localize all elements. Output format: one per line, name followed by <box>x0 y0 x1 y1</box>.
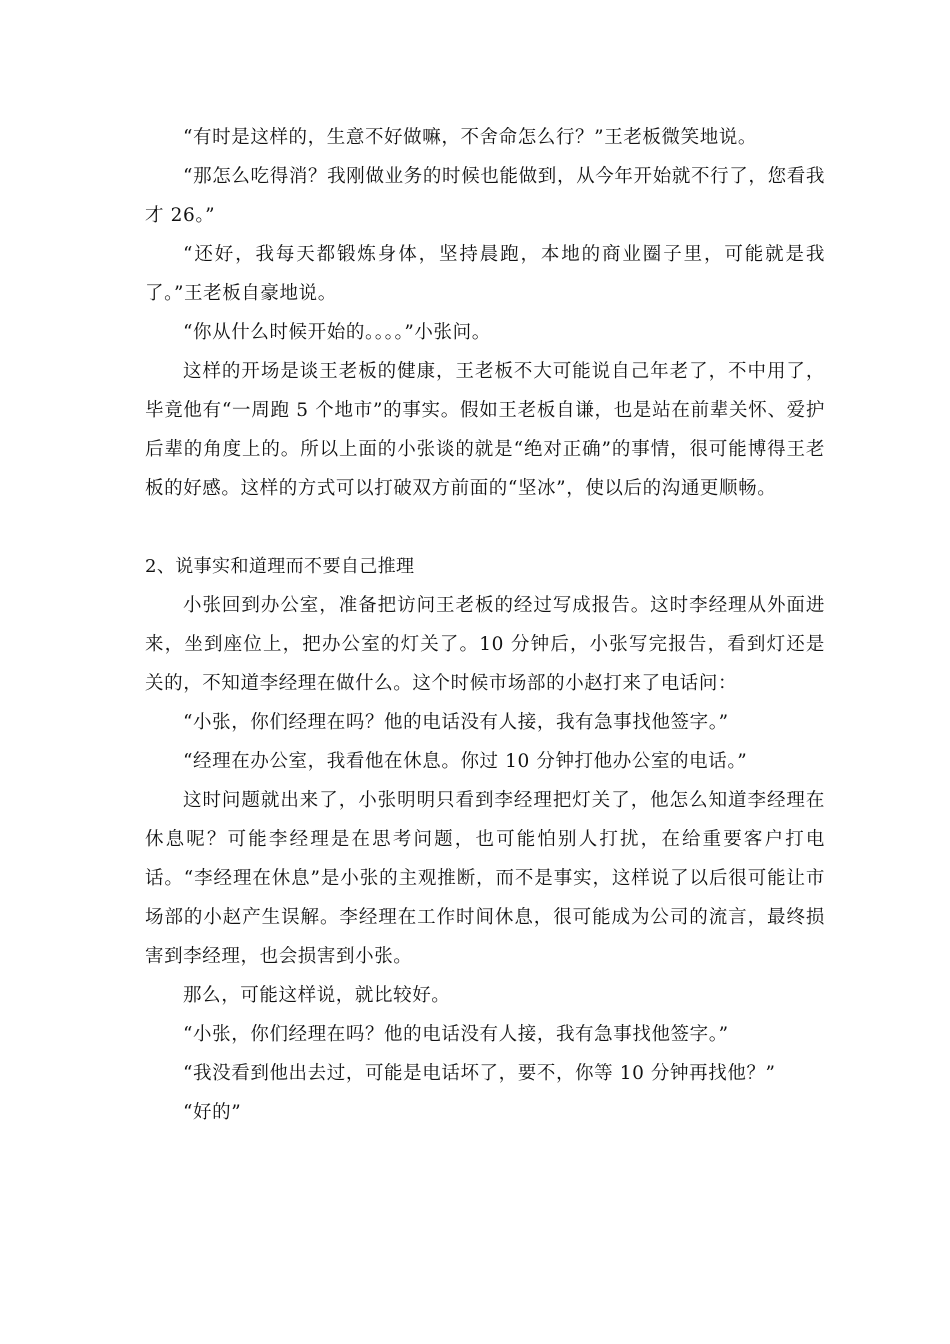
paragraph-dialogue-4: “你从什么时候开始的。。。。”小张问。 <box>183 322 491 343</box>
paragraph-transition: 那么，可能这样说，就比较好。 <box>183 985 451 1006</box>
paragraph-dialogue-3: “还好，我每天都锻炼身体，坚持晨跑，本地的商业圈子里，可能就是我了。”王老板自豪地说。 <box>145 244 825 304</box>
paragraph-dialogue-9: “好的” <box>183 1102 242 1123</box>
paragraph-analysis-1: 这样的开场是谈王老板的健康，王老板不大可能说自己年老了，不中用了，毕竟他有“一周跑 5 个地市”的事实。假如王老板自谦，也是站在前辈关怀、爱护后辈的角度上的。所以上面的小张谈的就是“绝对正确”的事情，很可能博得王老板的好感。这样的方式可以打破双方前面的“坚冰”，使以后的沟通更顺畅。 <box>145 361 825 499</box>
paragraph-dialogue-6: “经理在办公室，我看他在休息。你过 10 分钟打他办公室的电话。” <box>183 751 748 772</box>
paragraph-dialogue-2: “那怎么吃得消？我刚做业务的时候也能做到，从今年开始就不行了，您看我才 26。” <box>145 166 825 226</box>
section-heading: 2、说事实和道理而不要自己推理 <box>145 556 415 577</box>
paragraph-dialogue-1: “有时是这样的，生意不好做嘛，不舍命怎么行？”王老板微笑地说。 <box>183 127 758 148</box>
paragraph-dialogue-8: “我没看到他出去过，可能是电话坏了，要不，你等 10 分钟再找他？” <box>183 1063 776 1084</box>
document-body <box>145 118 825 1132</box>
paragraph-analysis-2: 这时问题就出来了，小张明明只看到李经理把灯关了，他怎么知道李经理在休息呢？可能李经理是在思考问题，也可能怕别人打扰，在给重要客户打电话。“李经理在休息”是小张的主观推断，而不是事实，这样说了以后很可能让市场部的小赵产生误解。李经理在工作时间休息，很可能成为公司的流言，最终损害到李经理，也会损害到小张。 <box>145 790 825 967</box>
paragraph-dialogue-7: “小张，你们经理在吗？他的电话没有人接，我有急事找他签字。” <box>183 1024 729 1045</box>
paragraph-dialogue-5: “小张，你们经理在吗？他的电话没有人接，我有急事找他签字。” <box>183 712 729 733</box>
paragraph-narrative: 小张回到办公室，准备把访问王老板的经过写成报告。这时李经理从外面进来，坐到座位上，把办公室的灯关了。10 分钟后，小张写完报告，看到灯还是关的，不知道李经理在做什么。这个时候市场部的小赵打来了电话问： <box>145 595 825 694</box>
section-spacer <box>145 508 825 547</box>
